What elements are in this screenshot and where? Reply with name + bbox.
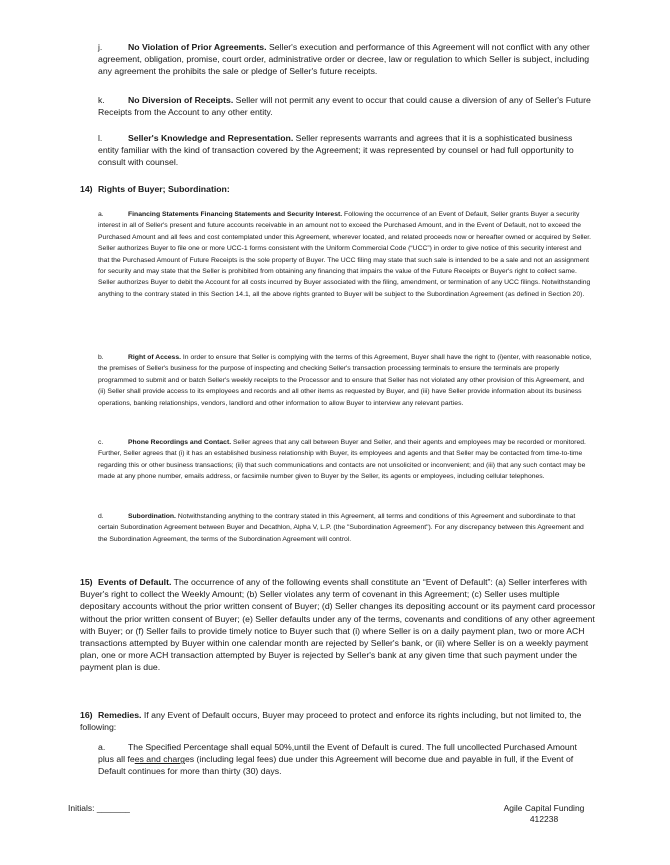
clause-k xyxy=(98,94,593,118)
clause-heading: No Violation of Prior Agreements. xyxy=(128,42,267,52)
clause-j xyxy=(98,41,593,78)
clause-label: c. xyxy=(98,439,104,446)
clause-l xyxy=(98,132,593,169)
section-body: If any Event of Default occurs, Buyer may proceed to protect and enforce its rights including, but not limited to, the following: xyxy=(80,710,582,733)
clause-16a xyxy=(98,741,593,778)
section-16 xyxy=(80,709,600,733)
clause-heading: Seller's Knowledge and Representation. xyxy=(128,133,294,143)
clause-body: Seller's execution and performance of this Agreement will not conflict with any other agreement, obligation, promise, court order, administrative order or decree, law or regulation to which Seller is subject, including any agreement the prohibits the sale or pledge of Seller's future receipts. xyxy=(98,42,590,77)
clause-14c xyxy=(98,437,593,483)
section-15 xyxy=(80,576,600,674)
clause-14b xyxy=(98,352,593,409)
section-14-heading xyxy=(80,183,600,195)
clause-label: a. xyxy=(98,742,106,752)
section-number: 15) xyxy=(80,577,93,587)
section-heading: Remedies. xyxy=(98,710,142,720)
clause-body-start: The Specified Percentage shall equal 50%,until the Event of Default is cured. The full uncollected Purchased Amount plus all fe xyxy=(98,742,577,765)
clause-body-end: es (including legal fees) due under this Agreement will become due and payable in full, if the Event of Default continues for more than thirty (30) days. xyxy=(98,754,574,777)
clause-heading: No Diversion of Receipts. xyxy=(128,95,234,105)
clause-body: In order to ensure that Seller is complying with the terms of this Agreement, Buyer shall have the right to (i)enter, with reasonable notice, the premises of Seller's business for the purpose of inspecting and checking Seller's transaction processing terminals to ensure the terminals are properly programmed to submit and or batch Seller's weekly receipts to the Processor and to ensure that Seller has not violated any other provision of this Agreement, and (ii) Seller shall provide access to its employees and records and all other items as requested by Buyer, and (iii) have Seller provide information about its business operations, banking relationships, vendors, landlord and other information to allow Buyer to interview any relevant parties. xyxy=(98,354,592,407)
clause-14d xyxy=(98,511,593,545)
section-number: 14) xyxy=(80,184,93,194)
section-title: Rights of Buyer; Subordination: xyxy=(98,184,230,194)
clause-heading: Phone Recordings and Contact. xyxy=(128,439,232,446)
initials-line: Initials: _______ xyxy=(68,803,130,813)
clause-label: l. xyxy=(98,133,103,143)
clause-label: b. xyxy=(98,354,104,361)
clause-body: Notwithstanding anything to the contrary stated in this Agreement, all terms and conditions of this Agreement and subordinate to that certain Subordination Agreement between Buyer and Decathlon, Alpha V, L.P. (the "Subordination Agreement"). For any discrepancy between this Agreement and the Subordination Agreement, the terms of the Subordination Agreement will control. xyxy=(98,513,584,543)
clause-body-underlined: es and charg xyxy=(134,754,185,765)
clause-label: k. xyxy=(98,95,105,105)
clause-body: Seller agrees that any call between Buyer and Seller, and their agents and employees may be recorded or monitored. Further, Seller agrees that (i) it has an established business relationship with Buyer, its employees and agents and that Seller may be contacted from time-to-time regarding this or other business transactions; (ii) that such communications and contacts are not unsolicited or inconvenient; and (iii) that any such contact may be made at any phone number, emails address, or facsimile number given to Buyer by the Seller, its agents or employees, including cellular telephones. xyxy=(98,439,586,481)
clause-heading: Financing Statements Financing Statements and Security Interest. xyxy=(128,211,343,218)
clause-body: Following the occurrence of an Event of Default, Seller grants Buyer a security interest in all of Seller's present and future accounts receivable in an amount not to exceed the Purchased Amount, and in the Event of Default, not to exceed the Purchased Amount and all fees and cost contemplated under this Agreement, wherever located, and related proceeds now or hereafter owned or acquired by Seller. Seller authorizes Buyer to file one or more UCC-1 forms consistent with the Uniform Commercial Code (“UCC”) in order to give notice of this security interest and that the Purchased Amount of Future Receipts is the sole property of Buyer. The UCC filing may state that such sale is intended to be a sale and not an assignment for security and may state that the Seller is prohibited from obtaining any financing that impairs the value of the Future Receipts or Buyer's right to collect same. Seller authorizes Buyer to debit the Account for all costs incurred by Buyer associated with the filing, amendment, or termination of any UCC filings. Notwithstanding anything to the contrary stated in this Section 14.1, all the above rights granted to Buyer will be subject to the Subordination Agreement (as defined in Section 20). xyxy=(98,211,592,298)
footer-company xyxy=(494,803,594,824)
clause-heading: Subordination. xyxy=(128,513,176,520)
clause-label: j. xyxy=(98,42,103,52)
clause-body: Seller represents warrants and agrees that it is a sophisticated business entity familiar with the kind of transaction covered by the Agreement; it was represented by counsel or had full opportunity to consult with counsel. xyxy=(98,133,574,168)
company-name: Agile Capital Funding xyxy=(503,803,585,813)
section-number: 16) xyxy=(80,710,93,720)
section-heading: Events of Default. xyxy=(98,577,172,587)
clause-14a xyxy=(98,209,593,300)
clause-label: a. xyxy=(98,211,104,218)
clause-body: Seller will not permit any event to occur that could cause a diversion of any of Seller's Future Receipts from the Account to any other entity. xyxy=(98,95,591,118)
clause-heading: Right of Access. xyxy=(128,354,182,361)
document-code: 412238 xyxy=(529,813,559,824)
clause-label: d. xyxy=(98,513,104,520)
section-body: The occurrence of any of the following events shall constitute an “Event of Default”: (a) Seller interferes with Buyer's right to collect the Weekly Amount; (b) Seller violates any term of covenant in this Agreement; (c) Seller uses multiple depositary accounts without the prior written consent of Buyer; (d) Seller changes its depositing account or its payment card processor without the prior written consent of Buyer; (e) Seller defaults under any of the terms, covenants and conditions of any other agreement with Buyer; or (f) Seller fails to provide timely notice to Buyer such that (i) where Seller is on a daily payment plan, two or more ACH transactions attempted by Buyer within one calendar month are rejected by Seller's bank, or (ii) where Seller is on a weekly payment plan, one or more ACH transaction attempted by Buyer is rejected by Seller's bank at any given time that such payment under the payment plan is due. xyxy=(80,577,596,673)
